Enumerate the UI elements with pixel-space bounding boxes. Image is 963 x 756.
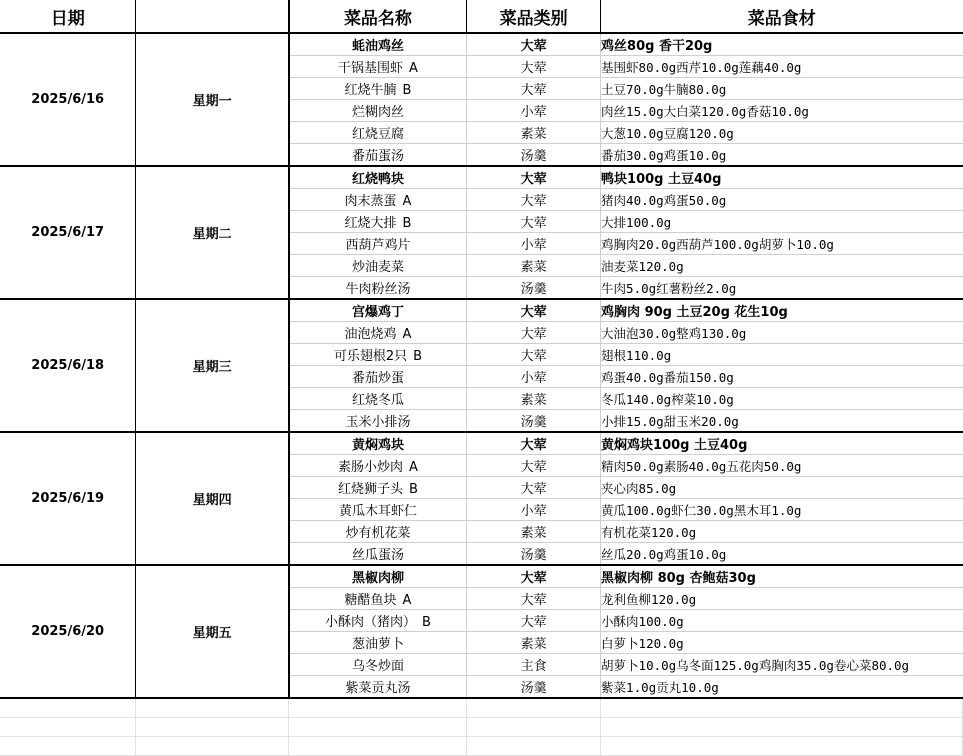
dish-option-tag: B: [408, 482, 418, 497]
ingredients-cell[interactable]: 基围虾80.0g西芹10.0g莲藕40.0g: [601, 56, 963, 78]
dish-cell[interactable]: [289, 166, 467, 189]
date-cell[interactable]: 2025/6/18: [0, 299, 136, 432]
dish-cell[interactable]: [289, 33, 467, 56]
empty-row: [0, 698, 963, 718]
category-cell[interactable]: 汤羹: [467, 543, 601, 566]
weekday-cell[interactable]: 星期五: [136, 565, 289, 698]
ingredients-cell[interactable]: 油麦菜120.0g: [601, 255, 963, 277]
ingredients-cell[interactable]: 鸡胸肉 90g 土豆20g 花生10g: [601, 299, 963, 322]
category-cell[interactable]: 素菜: [467, 255, 601, 277]
dish-name: 油泡烧鸡: [344, 327, 397, 342]
date-cell[interactable]: 2025/6/17: [0, 166, 136, 299]
dish-cell[interactable]: [289, 277, 467, 300]
ingredients-cell[interactable]: 大排100.0g: [601, 211, 963, 233]
category-cell[interactable]: 大荤: [467, 432, 601, 455]
dish-cell[interactable]: [289, 543, 467, 566]
dish-name: 牛肉粉丝汤: [345, 282, 411, 297]
empty-cell[interactable]: [601, 698, 963, 718]
category-cell[interactable]: 大荤: [467, 477, 601, 499]
category-cell[interactable]: 大荤: [467, 565, 601, 588]
empty-cell[interactable]: [467, 698, 601, 718]
empty-cell[interactable]: [136, 698, 289, 718]
dish-name: 丝瓜蛋汤: [351, 548, 404, 563]
category-cell[interactable]: 汤羹: [467, 410, 601, 433]
ingredients-cell[interactable]: 猪肉40.0g鸡蛋50.0g: [601, 189, 963, 211]
empty-cell[interactable]: [289, 737, 467, 756]
category-cell[interactable]: 小荤: [467, 499, 601, 521]
dish-option-tag: A: [402, 327, 412, 342]
category-cell[interactable]: 大荤: [467, 33, 601, 56]
category-cell[interactable]: 大荤: [467, 189, 601, 211]
dish-name: 素肠小炒肉: [337, 460, 403, 475]
category-cell[interactable]: 汤羹: [467, 676, 601, 699]
empty-cell[interactable]: [0, 718, 136, 737]
dish-cell[interactable]: [289, 521, 467, 543]
ingredients-cell[interactable]: 大油泡30.0g整鸡130.0g: [601, 322, 963, 344]
header-row: [0, 0, 963, 33]
dish-cell[interactable]: [289, 654, 467, 676]
dish-cell[interactable]: [289, 632, 467, 654]
dish-name: 糖醋鱼块: [344, 593, 397, 608]
dish-cell[interactable]: [289, 211, 467, 233]
date-cell[interactable]: 2025/6/20: [0, 565, 136, 698]
dish-name: 玉米小排汤: [345, 415, 411, 430]
weekday-cell[interactable]: 星期四: [136, 432, 289, 565]
dish-name: 番茄炒蛋: [351, 371, 404, 386]
dish-cell[interactable]: [289, 388, 467, 410]
dish-option-tag: B: [421, 615, 431, 630]
ingredients-cell[interactable]: 胡萝卜10.0g乌冬面125.0g鸡胸肉35.0g卷心菜80.0g: [601, 654, 963, 676]
ingredients-cell[interactable]: 夹心肉85.0g: [601, 477, 963, 499]
category-cell[interactable]: 小荤: [467, 100, 601, 122]
dish-option-tag: A: [409, 61, 418, 76]
dish-cell[interactable]: [289, 610, 467, 632]
dish-name: 紫菜贡丸汤: [345, 681, 411, 696]
dish-cell[interactable]: [289, 455, 467, 477]
dish-name: 番茄蛋汤: [351, 149, 404, 164]
category-cell[interactable]: 大荤: [467, 299, 601, 322]
menu-row: [0, 33, 963, 56]
menu-row: [0, 565, 963, 588]
dish-name: 红烧鸭块: [351, 172, 404, 187]
dish-name: 乌冬炒面: [351, 659, 404, 674]
dish-cell[interactable]: [289, 78, 467, 100]
ingredients-cell[interactable]: 番茄30.0g鸡蛋10.0g: [601, 144, 963, 167]
category-cell[interactable]: 大荤: [467, 56, 601, 78]
dish-cell[interactable]: [289, 477, 467, 499]
dish-option-tag: A: [402, 194, 412, 209]
category-cell[interactable]: 素菜: [467, 122, 601, 144]
dish-name: 炒油麦菜: [351, 260, 404, 275]
ingredients-cell[interactable]: 有机花菜120.0g: [601, 521, 963, 543]
ingredients-cell[interactable]: 冬瓜140.0g榨菜10.0g: [601, 388, 963, 410]
dish-cell[interactable]: [289, 144, 467, 167]
empty-cell[interactable]: [289, 698, 467, 718]
dish-option-tag: B: [402, 216, 412, 231]
dish-cell[interactable]: [289, 410, 467, 433]
ingredients-cell[interactable]: 黑椒肉柳 80g 杏鲍菇30g: [601, 565, 963, 588]
category-cell[interactable]: 素菜: [467, 632, 601, 654]
dish-cell[interactable]: [289, 565, 467, 588]
category-cell[interactable]: 大荤: [467, 322, 601, 344]
dish-cell[interactable]: [289, 233, 467, 255]
date-cell[interactable]: 2025/6/19: [0, 432, 136, 565]
dish-cell[interactable]: [289, 499, 467, 521]
dish-name: 红烧冬瓜: [351, 393, 404, 408]
category-cell[interactable]: 大荤: [467, 588, 601, 610]
dish-name: 可乐翅根2只: [333, 349, 408, 364]
empty-cell[interactable]: [467, 737, 601, 756]
category-cell[interactable]: 大荤: [467, 610, 601, 632]
dish-cell[interactable]: [289, 100, 467, 122]
ingredients-cell[interactable]: 鸭块100g 土豆40g: [601, 166, 963, 189]
header-ingredients[interactable]: 菜品食材: [601, 0, 963, 33]
ingredients-cell[interactable]: 鸡胸肉20.0g西葫芦100.0g胡萝卜10.0g: [601, 233, 963, 255]
empty-cell[interactable]: [601, 718, 963, 737]
dish-name: 烂糊肉丝: [351, 105, 404, 120]
category-cell[interactable]: 小荤: [467, 233, 601, 255]
dish-cell[interactable]: [289, 255, 467, 277]
ingredients-cell[interactable]: 鸡蛋40.0g番茄150.0g: [601, 366, 963, 388]
ingredients-cell[interactable]: 黄焖鸡块100g 土豆40g: [601, 432, 963, 455]
empty-row: [0, 718, 963, 737]
category-cell[interactable]: 大荤: [467, 78, 601, 100]
ingredients-cell[interactable]: 白萝卜120.0g: [601, 632, 963, 654]
dish-option-tag: A: [409, 460, 418, 475]
dish-cell[interactable]: [289, 432, 467, 455]
dish-cell[interactable]: [289, 588, 467, 610]
menu-body: [0, 33, 963, 698]
ingredients-cell[interactable]: 牛肉5.0g红薯粉丝2.0g: [601, 277, 963, 300]
dish-name: 炒有机花菜: [345, 526, 411, 541]
dish-cell[interactable]: [289, 366, 467, 388]
category-cell[interactable]: 素菜: [467, 521, 601, 543]
ingredients-cell[interactable]: 小排15.0g甜玉米20.0g: [601, 410, 963, 433]
empty-cell[interactable]: [601, 737, 963, 756]
dish-name: 黄焖鸡块: [351, 438, 404, 453]
ingredients-cell[interactable]: 黄瓜100.0g虾仁30.0g黑木耳1.0g: [601, 499, 963, 521]
dish-cell[interactable]: [289, 299, 467, 322]
ingredients-cell[interactable]: 肉丝15.0g大白菜120.0g香菇10.0g: [601, 100, 963, 122]
dish-cell[interactable]: [289, 322, 467, 344]
category-cell[interactable]: 大荤: [467, 344, 601, 366]
weekday-cell[interactable]: 星期二: [136, 166, 289, 299]
dish-option-tag: B: [413, 349, 423, 364]
menu-row: [0, 432, 963, 455]
dish-cell[interactable]: [289, 676, 467, 699]
ingredients-cell[interactable]: 鸡丝80g 香干20g: [601, 33, 963, 56]
dish-name: 西葫芦鸡片: [345, 238, 411, 253]
dish-option-tag: B: [402, 83, 412, 98]
category-cell[interactable]: 大荤: [467, 166, 601, 189]
dish-cell[interactable]: [289, 56, 467, 78]
ingredients-cell[interactable]: 龙利鱼柳120.0g: [601, 588, 963, 610]
category-cell[interactable]: 素菜: [467, 388, 601, 410]
empty-row: [0, 737, 963, 756]
dish-cell[interactable]: [289, 189, 467, 211]
ingredients-cell[interactable]: 精肉50.0g素肠40.0g五花肉50.0g: [601, 455, 963, 477]
menu-row: [0, 299, 963, 322]
empty-cell[interactable]: [0, 737, 136, 756]
dish-name: 红烧大排: [344, 216, 397, 231]
dish-name: 宫爆鸡丁: [351, 305, 404, 320]
category-cell[interactable]: 主食: [467, 654, 601, 676]
ingredients-cell[interactable]: 小酥肉100.0g: [601, 610, 963, 632]
dish-name: 黄瓜木耳虾仁: [338, 504, 417, 519]
dish-cell[interactable]: [289, 122, 467, 144]
header-dish[interactable]: 菜品名称: [289, 0, 467, 33]
category-cell[interactable]: 汤羹: [467, 144, 601, 167]
ingredients-cell[interactable]: 丝瓜20.0g鸡蛋10.0g: [601, 543, 963, 566]
dish-cell[interactable]: [289, 344, 467, 366]
weekday-cell[interactable]: 星期一: [136, 33, 289, 166]
ingredients-cell[interactable]: 紫菜1.0g贡丸10.0g: [601, 676, 963, 699]
empty-cell[interactable]: [136, 718, 289, 737]
dish-name: 红烧狮子头: [337, 482, 403, 497]
category-cell[interactable]: 大荤: [467, 211, 601, 233]
ingredients-cell[interactable]: 大葱10.0g豆腐120.0g: [601, 122, 963, 144]
ingredients-cell[interactable]: 土豆70.0g牛腩80.0g: [601, 78, 963, 100]
dish-name: 红烧牛腩: [344, 83, 397, 98]
empty-cell[interactable]: [467, 718, 601, 737]
category-cell[interactable]: 汤羹: [467, 277, 601, 300]
menu-row: [0, 166, 963, 189]
category-cell[interactable]: 小荤: [467, 366, 601, 388]
dish-name: 红烧豆腐: [351, 127, 404, 142]
header-weekday[interactable]: [136, 0, 289, 33]
ingredients-cell[interactable]: 翅根110.0g: [601, 344, 963, 366]
dish-name: 蚝油鸡丝: [351, 39, 404, 54]
weekday-cell[interactable]: 星期三: [136, 299, 289, 432]
empty-cell[interactable]: [289, 718, 467, 737]
dish-name: 小酥肉（猪肉）: [324, 615, 416, 630]
empty-cell[interactable]: [136, 737, 289, 756]
dish-name: 干锅基围虾: [337, 61, 403, 76]
header-date[interactable]: 日期: [0, 0, 136, 33]
dish-name: 黑椒肉柳: [351, 571, 404, 586]
category-cell[interactable]: 大荤: [467, 455, 601, 477]
dish-option-tag: A: [402, 593, 412, 608]
date-cell[interactable]: 2025/6/16: [0, 33, 136, 166]
empty-cell[interactable]: [0, 698, 136, 718]
dish-name: 肉末蒸蛋: [344, 194, 397, 209]
header-category[interactable]: 菜品类别: [467, 0, 601, 33]
dish-name: 葱油萝卜: [351, 637, 404, 652]
